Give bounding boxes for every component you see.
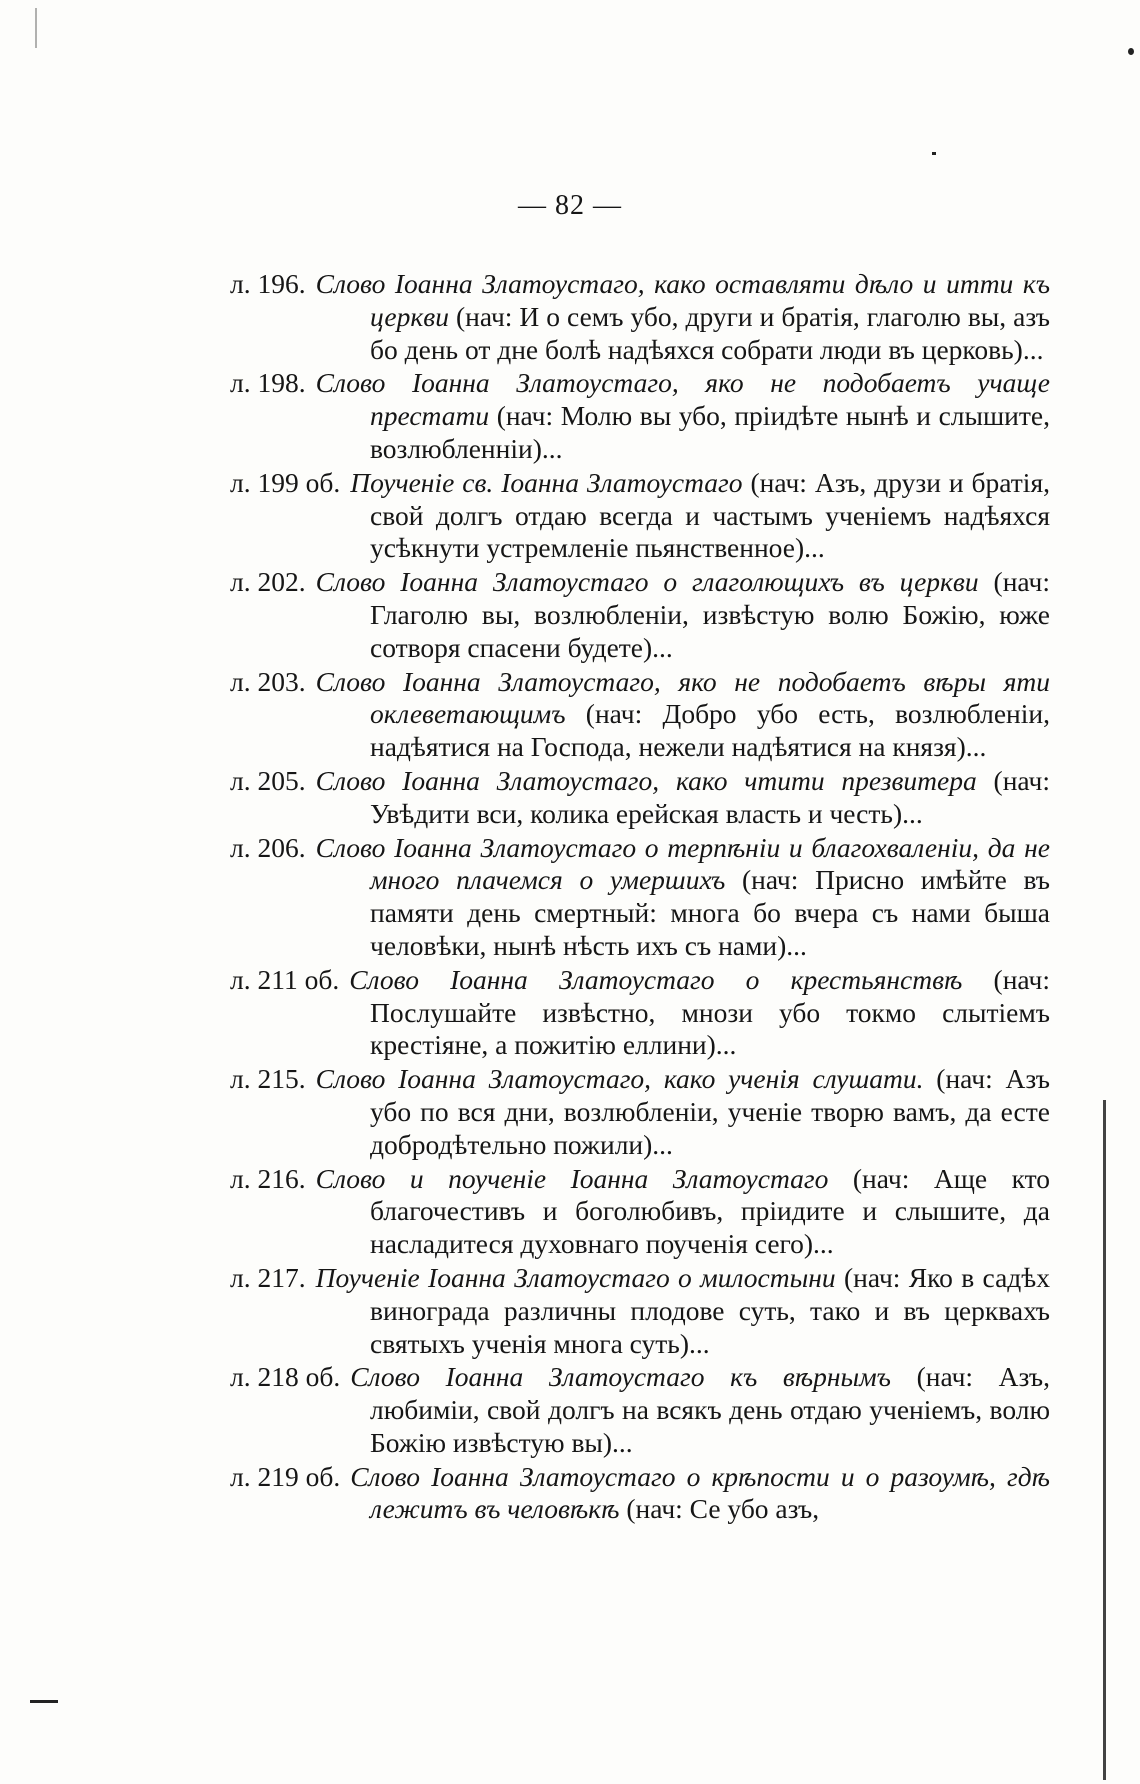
- catalog-entry: [230, 964, 1050, 1062]
- folio-reference: л. 198.: [230, 367, 306, 399]
- catalog-entry: [230, 1063, 1050, 1161]
- incipit-text: (нач: Увѣдити вси, колика ерейская власть и честь)...: [370, 764, 1050, 829]
- work-title: Слово Іоанна Златоустаго, яко не подобаетъ вѣры яти оклеветающимъ: [315, 665, 1050, 730]
- work-title: Слово Іоанна Златоустаго о глаголющихъ въ церкви: [315, 566, 979, 598]
- incipit-text: (нач: Аще кто благочестивъ и боголюбивъ, пріидите и слышите, да насладитеся духовнаго поученія сего)...: [370, 1162, 1050, 1260]
- folio-reference: л. 217.: [230, 1261, 306, 1293]
- catalog-entry: [230, 1163, 1050, 1261]
- catalog-entry: [230, 1262, 1050, 1360]
- scan-mark: [932, 152, 936, 155]
- catalog-entry: [230, 1361, 1050, 1459]
- incipit-text: (нач: Молю вы убо, пріидѣте нынѣ и слышите, возлюбленніи)...: [370, 400, 1050, 464]
- incipit-text: (нач: Яко в садѣх винограда различны плодове суть, тако и въ церквахъ святыхъ ученія многа суть)...: [370, 1261, 1050, 1359]
- incipit-text: (нач: Азъ, друзи и братія, свой долгъ отдаю всегда и частымъ ученіемъ надѣяхся усѣкнути устремленіе пьянственное)...: [370, 466, 1050, 564]
- incipit-text: (нач: Глаголю вы, возлюбленіи, извѣстую волю Божію, юже сотворя спасени будете)...: [370, 566, 1050, 663]
- incipit-text: (нач: Добро убо есть, возлюбленіи, надѣятися на Господа, нежели надѣятися на князя)...: [370, 698, 1050, 763]
- catalog-entry: [230, 268, 1050, 366]
- incipit-text: (нач: И о семъ убо, други и братія, глаголю вы, азъ бо день от дне болѣ надѣяхся собрати люди въ церковь)...: [370, 300, 1050, 365]
- incipit-text: (нач: Азъ, любиміи, свой долгъ на всякъ день отдаю ученіемъ, волю Божію извѣстую вы)...: [370, 1361, 1050, 1458]
- folio-reference: л. 215.: [230, 1063, 306, 1095]
- folio-reference: л. 205.: [230, 764, 306, 796]
- incipit-text: (нач: Се убо азъ,: [619, 1493, 820, 1525]
- work-title: Слово Іоанна Златоустаго о крѣпости и о разоумѣ, гдѣ лежитъ въ человѣкѣ: [350, 1460, 1050, 1525]
- scan-mark: [1128, 48, 1134, 55]
- catalog-entry: [230, 832, 1050, 963]
- folio-reference: л. 196.: [230, 268, 306, 299]
- catalog-entry: [230, 1461, 1050, 1527]
- folio-reference: л. 219 об.: [230, 1460, 341, 1492]
- scan-mark: [30, 1700, 58, 1703]
- work-title: Слово Іоанна Златоустаго, яко не подобаетъ учаще престати: [315, 367, 1050, 432]
- incipit-text: (нач: Присно имѣйте въ памяти день смертный: многа бо вчера съ нами быша человѣки, нынѣ нѣсть ихъ съ нами)...: [370, 864, 1050, 961]
- work-title: Слово Іоанна Златоустаго, како ученія слушати.: [315, 1063, 924, 1095]
- folio-reference: л. 218 об.: [230, 1361, 341, 1393]
- catalog-entry: [230, 666, 1050, 764]
- catalog-entry: [230, 765, 1050, 831]
- page-number: — 82 —: [518, 190, 622, 221]
- work-title: Слово Іоанна Златоустаго о крестьянствѣ: [349, 963, 963, 995]
- work-title: Слово и поученіе Іоанна Златоустаго: [315, 1162, 829, 1194]
- incipit-text: (нач: Послушайте извѣстно, мнози убо токмо слытіемъ крестіяне, а пожитію еллини)...: [370, 963, 1050, 1061]
- folio-reference: л. 211 об.: [230, 963, 340, 995]
- incipit-text: (нач: Азъ убо по вся дни, возлюбленіи, ученіе творю вамъ, да есте добродѣтельно пожили)...: [370, 1063, 1050, 1160]
- work-title: Слово Іоанна Златоустаго къ вѣрнымъ: [350, 1361, 891, 1393]
- scan-mark: [1103, 1100, 1106, 1780]
- work-title: Слово Іоанна Златоустаго, како чтити презвитера: [315, 764, 977, 796]
- folio-reference: л. 203.: [230, 665, 306, 697]
- folio-reference: л. 206.: [230, 831, 306, 863]
- catalog-entry: [230, 467, 1050, 565]
- catalog-entry: [230, 566, 1050, 664]
- catalog-entry: [230, 367, 1050, 465]
- catalog-entries: [230, 268, 1050, 1527]
- work-title: Слово Іоанна Златоустаго о терпѣніи и благохваленіи, да не много плачемся о умершихъ: [315, 831, 1050, 896]
- folio-reference: л. 202.: [230, 566, 306, 598]
- folio-reference: л. 199 об.: [230, 466, 341, 498]
- scan-mark: [35, 8, 37, 48]
- work-title: Поученіе Іоанна Златоустаго о милостыни: [315, 1261, 836, 1293]
- work-title: Слово Іоанна Златоустаго, како оставляти дѣло и итти къ церкви: [315, 268, 1050, 332]
- folio-reference: л. 216.: [230, 1162, 306, 1194]
- work-title: Поученіе св. Іоанна Златоустаго: [350, 466, 743, 498]
